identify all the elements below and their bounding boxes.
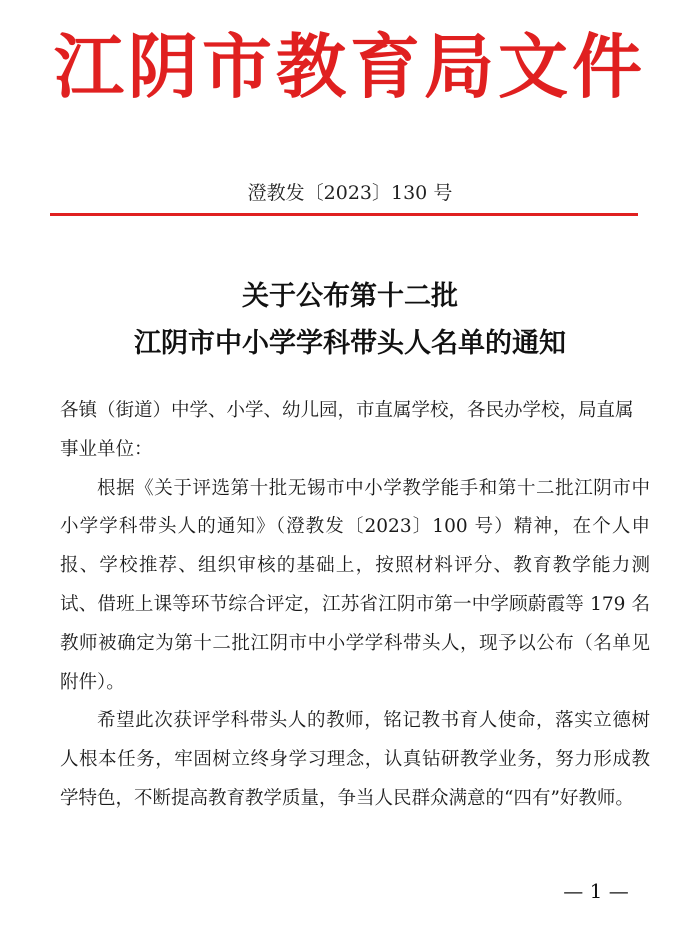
- addressee: 各镇（街道）中学、小学、幼儿园，市直属学校，各民办学校，局直属事业单位：: [60, 400, 634, 460]
- document-masthead: 江阴市教育局文件: [54, 25, 646, 108]
- notice-title-line-1: 关于公布第十二批: [242, 281, 458, 312]
- notice-body: [60, 392, 650, 819]
- page-number: — 1 —: [563, 879, 629, 903]
- red-divider-line: [50, 213, 638, 216]
- body-paragraph-2: 希望此次获评学科带头人的教师，铭记教书育人使命，落实立德树人根本任务，牢固树立终身学习理念，认真钻研教学业务，努力形成教学特色，不断提高教育教学质量，争当人民群众满意的“四有”好教师。: [60, 710, 650, 809]
- document-number: 澄教发〔2023〕130 号: [247, 182, 453, 204]
- notice-title-line-2: 江阴市中小学学科带头人名单的通知: [134, 328, 566, 359]
- body-paragraph-1: 根据《关于评选第十批无锡市中小学教学能手和第十二批江阴市中小学学科带头人的通知》（澄教发〔2023〕100 号）精神，在个人申报、学校推荐、组织审核的基础上，按照材料评分、教育教学能力测试、借班上课等环节综合评定，江苏省江阴市第一中学顾蔚霞等 179 名教师被确定为第十二批江阴市中小学学科带头人，现予以公布（名单见附件）。: [60, 477, 650, 693]
